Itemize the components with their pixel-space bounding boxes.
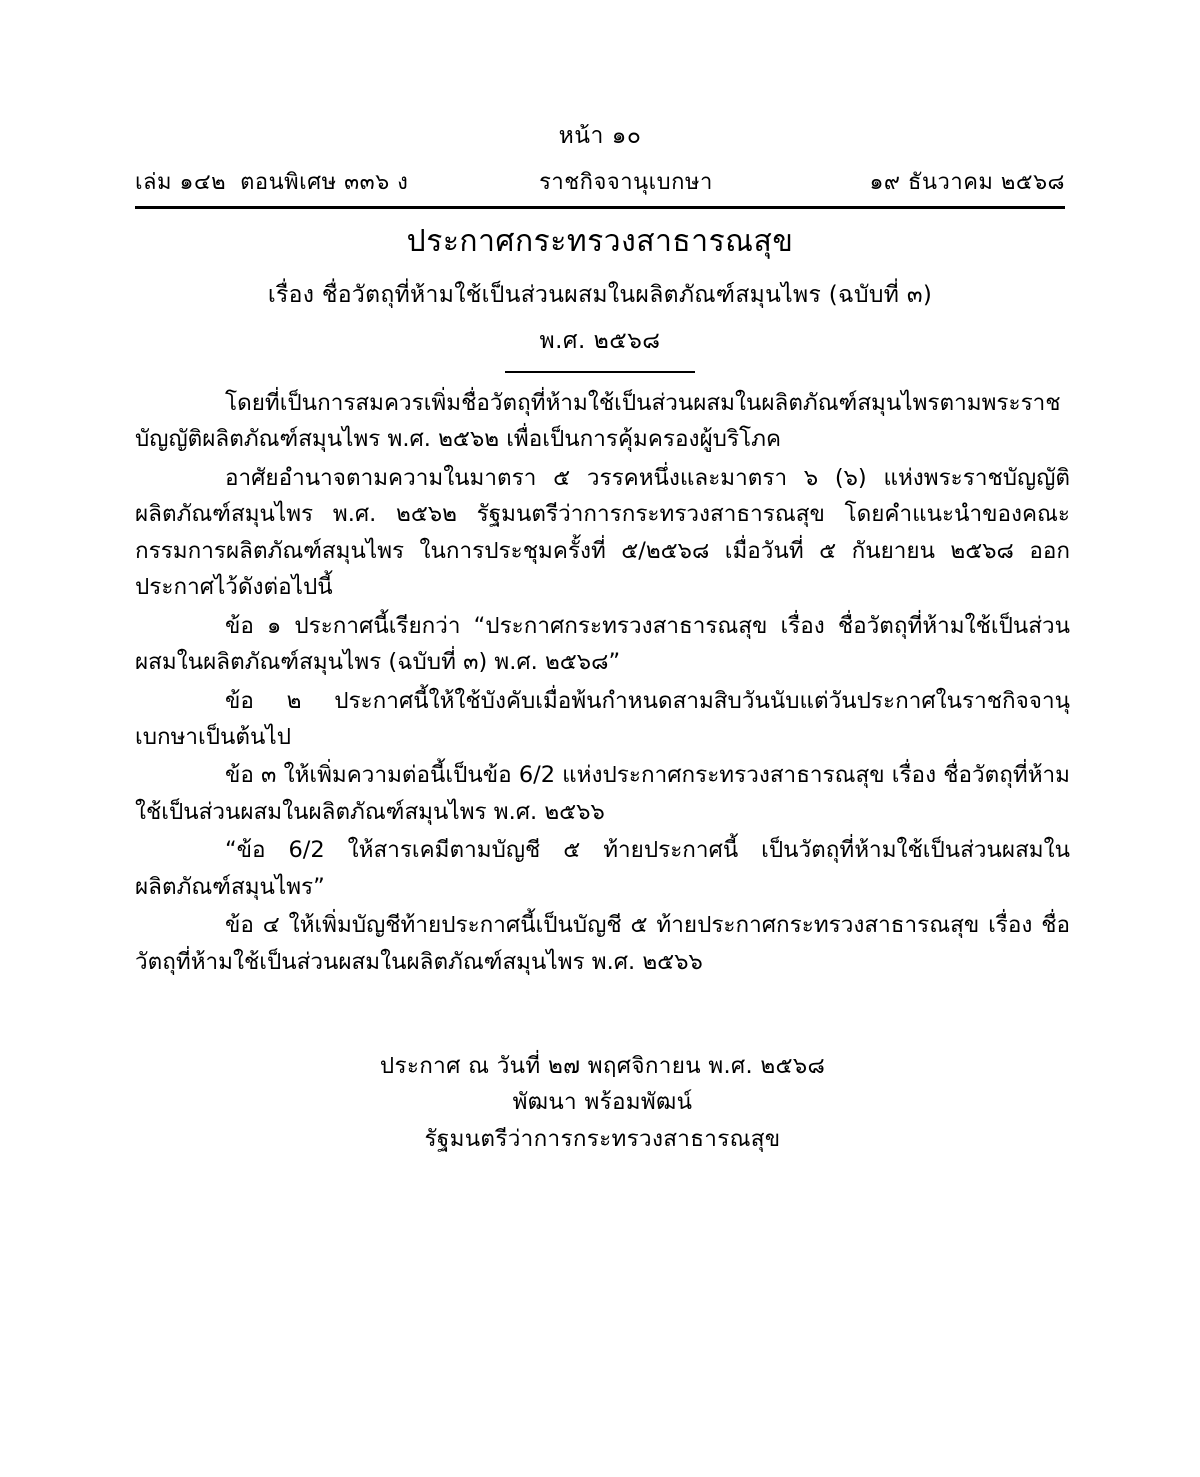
header-row — [135, 164, 1065, 206]
document-body — [135, 385, 1070, 982]
header-gazette-name: ราชกิจจานุเบกษา — [539, 170, 713, 195]
document-subject: เรื่อง ชื่อวัตถุที่ห้ามใช้เป็นส่วนผสมในผลิตภัณฑ์สมุนไพร (ฉบับที่ ๓) — [267, 282, 933, 308]
page-header — [135, 118, 1065, 209]
signature-position: รัฐมนตรีว่าการกระทรวงสาธารณสุข — [424, 1125, 781, 1152]
paragraph-clause-3-quote: “ข้อ 6/2 ให้สารเคมีตามบัญชี ๕ ท้ายประกาศนี้ เป็นวัตถุที่ห้ามใช้เป็นส่วนผสมในผลิตภัณฑ์สมุนไพร” — [135, 837, 1070, 900]
signature-block — [135, 1048, 1070, 1157]
paragraph-clause-3: ข้อ ๓ ให้เพิ่มความต่อนี้เป็นข้อ 6/2 แห่งประกาศกระทรวงสาธารณสุข เรื่อง ชื่อวัตถุที่ห้ามใช้เป็นส่วนผสมในผลิตภัณฑ์สมุนไพร พ.ศ. ๒๕๖๖ — [135, 762, 1070, 825]
paragraph-preamble-2: อาศัยอำนาจตามความในมาตรา ๕ วรรคหนึ่งและมาตรา ๖ (๖) แห่งพระราชบัญญัติผลิตภัณฑ์สมุนไพร พ.ศ. ๒๕๖๒ รัฐมนตรีว่าการกระทรวงสาธารณสุข โดยคำแนะนำของคณะกรรมการผลิตภัณฑ์สมุนไพร ในการประชุมครั้งที่ ๕/๒๕๖๘ เมื่อวันที่ ๕ กันยายน ๒๕๖๘ ออกประกาศไว้ดังต่อไปนี้ — [135, 464, 1070, 601]
header-date: ๑๙ ธันวาคม ๒๕๖๘ — [869, 170, 1065, 195]
header-section: ตอนพิเศษ ๓๓๖ ง — [240, 170, 409, 195]
title-block — [135, 218, 1065, 373]
header-divider — [135, 206, 1065, 209]
title-divider — [505, 371, 695, 373]
page-number: หน้า ๑๐ — [558, 123, 642, 149]
page-title: ประกาศกระทรวงสาธารณสุข — [406, 224, 794, 259]
paragraph-clause-4: ข้อ ๔ ให้เพิ่มบัญชีท้ายประกาศนี้เป็นบัญชี ๕ ท้ายประกาศกระทรวงสาธารณสุข เรื่อง ชื่อวัตถุที่ห้ามใช้เป็นส่วนผสมในผลิตภัณฑ์สมุนไพร พ.ศ. ๒๕๖๖ — [135, 912, 1070, 975]
paragraph-clause-2: ข้อ ๒ ประกาศนี้ให้ใช้บังคับเมื่อพ้นกำหนดสามสิบวันนับแต่วันประกาศในราชกิจจานุเบกษาเป็นต้นไป — [135, 687, 1070, 750]
header-volume: เล่ม ๑๔๒ — [135, 170, 227, 195]
document-year: พ.ศ. ๒๕๖๘ — [539, 328, 661, 354]
signature-date: ประกาศ ณ วันที่ ๒๗ พฤศจิกายน พ.ศ. ๒๕๖๘ — [379, 1053, 826, 1079]
paragraph-preamble-1: โดยที่เป็นการสมควรเพิ่มชื่อวัตถุที่ห้ามใช้เป็นส่วนผสมในผลิตภัณฑ์สมุนไพรตามพระราชบัญญัติผลิตภัณฑ์สมุนไพร พ.ศ. ๒๕๖๒ เพื่อเป็นการคุ้มครองผู้บริโภค — [135, 390, 1061, 453]
paragraph-clause-1: ข้อ ๑ ประกาศนี้เรียกว่า “ประกาศกระทรวงสาธารณสุข เรื่อง ชื่อวัตถุที่ห้ามใช้เป็นส่วนผสมในผลิตภัณฑ์สมุนไพร (ฉบับที่ ๓) พ.ศ. ๒๕๖๘” — [135, 612, 1070, 676]
signature-name: พัฒนา พร้อมพัฒน์ — [512, 1089, 693, 1116]
header-volume-section — [135, 164, 422, 199]
